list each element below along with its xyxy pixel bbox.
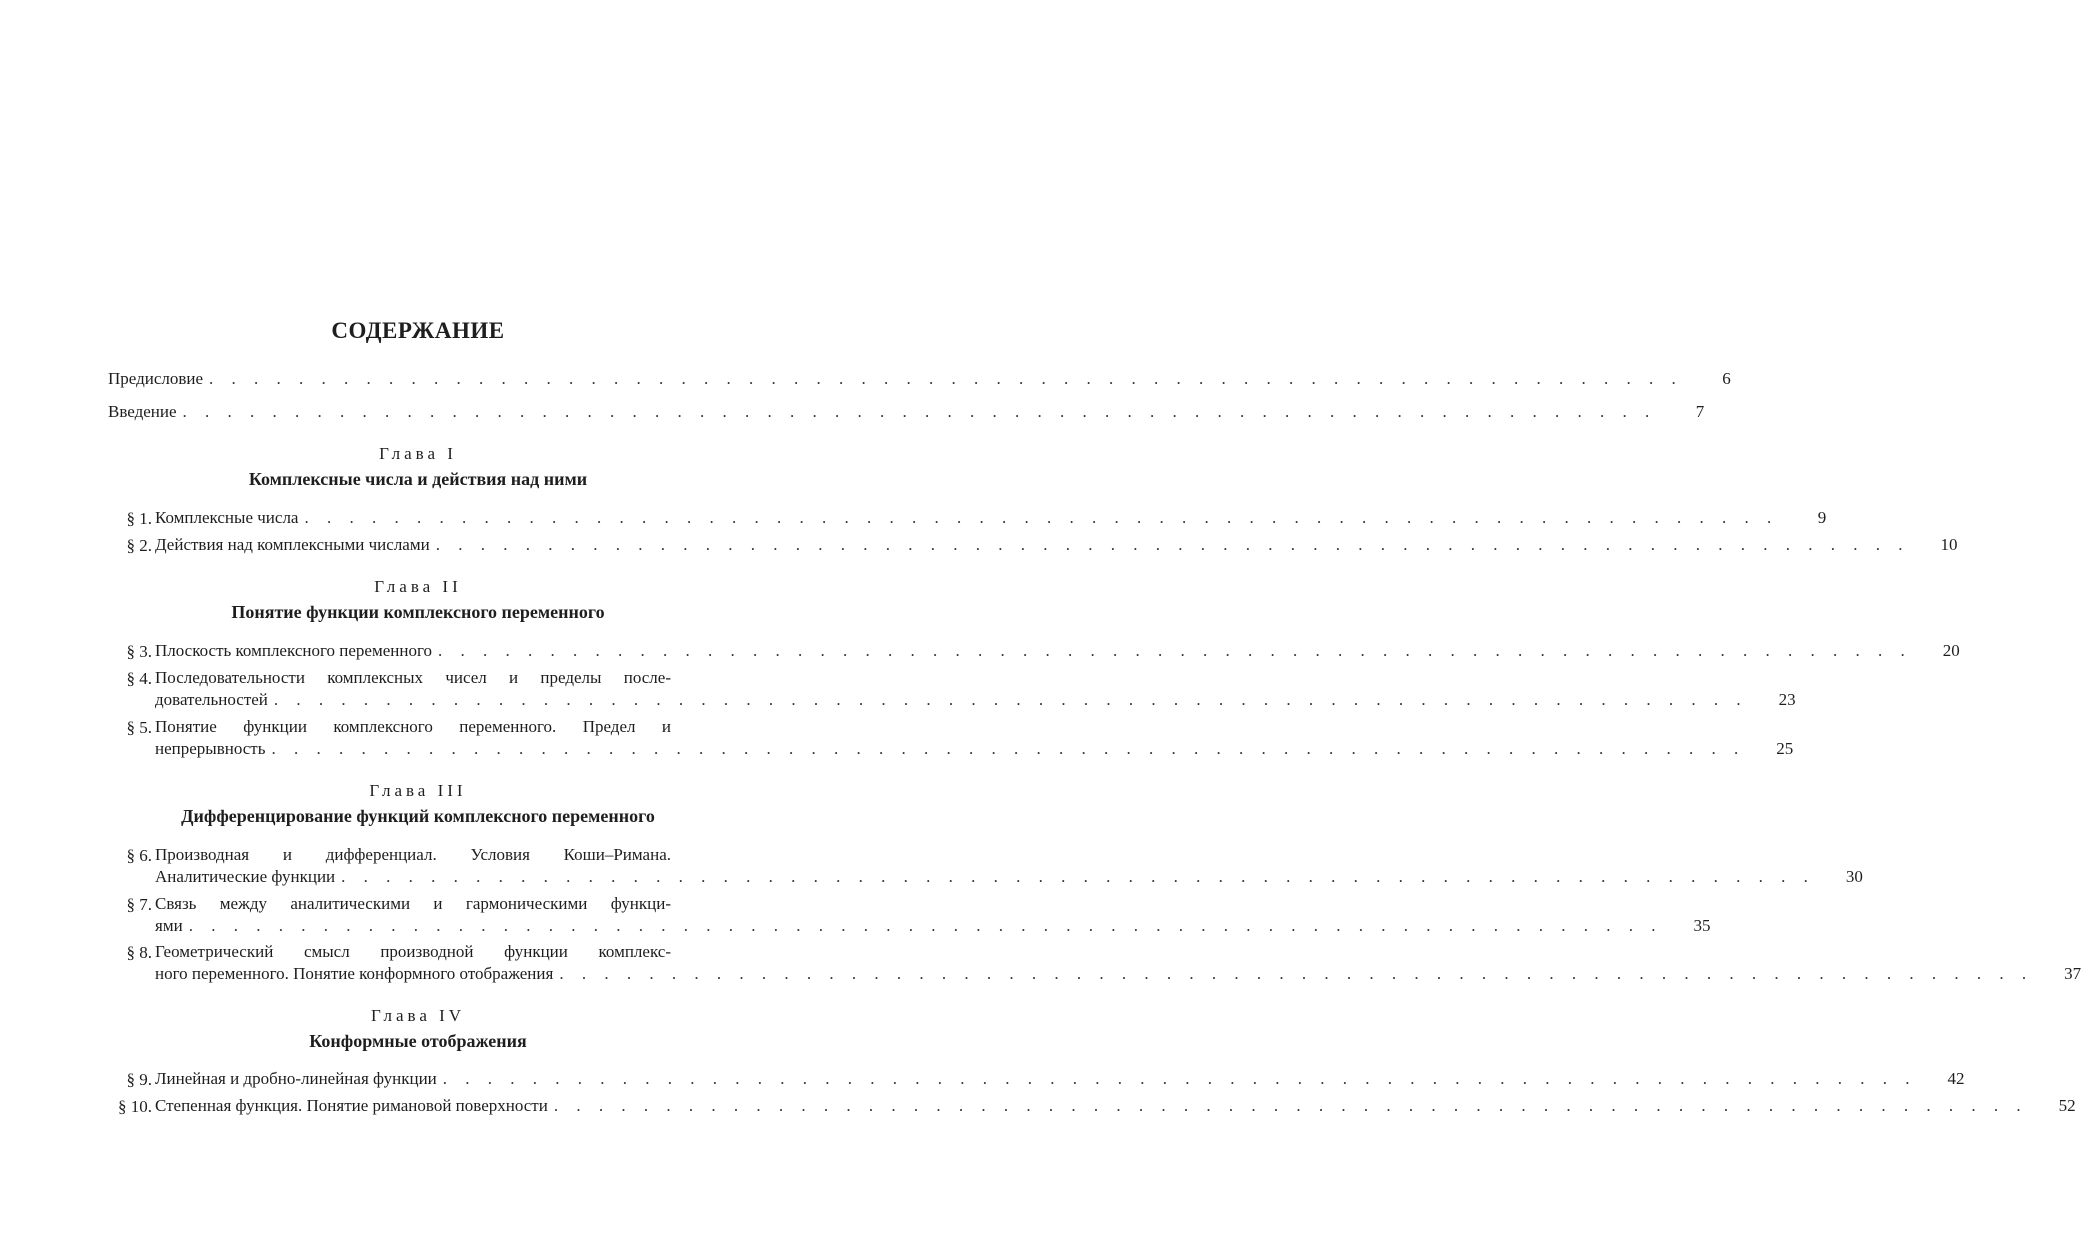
section-num-text: § 6.: [126, 846, 152, 865]
page-number: 9: [1817, 508, 1827, 527]
leader-line: [155, 963, 2081, 985]
leader-line: [155, 738, 1794, 760]
chapter-title: Комплексные числа и действия над ними: [248, 469, 588, 489]
leader-line: [155, 689, 1796, 711]
section-num-text: § 9.: [126, 1070, 152, 1089]
section-entry-text: ями: [155, 916, 183, 935]
page-number: 23: [1778, 690, 1796, 709]
dot-leader: . . . . . . . . . . . . . . . . . . . . . . . . . . . . . . . . . . . . . . . . . . . . . . . . . . . . . . . . . . . . . . . . . .: [438, 641, 1912, 660]
section-entry-text: Действия над комплексными числами: [155, 535, 430, 554]
leader-line: [155, 534, 1958, 556]
page-number: 7: [1695, 402, 1705, 421]
chapter-label: Глава III: [369, 781, 467, 800]
section-entry-first-line: Геометрический смысл производной функции комплекс-: [155, 942, 671, 961]
section-num-text: § 10.: [118, 1097, 152, 1116]
section-entry-line: [155, 640, 1960, 662]
section-entry-text: Комплексные числа: [155, 508, 299, 527]
dot-leader: . . . . . . . . . . . . . . . . . . . . . . . . . . . . . . . . . . . . . . . . . . . . . . . . . . . . . . . . . . . . . . . . . .: [271, 739, 1746, 758]
section-entry-line: [155, 1068, 1965, 1090]
front-entry-line: [108, 368, 1731, 390]
dot-leader: . . . . . . . . . . . . . . . . . . . . . . . . . . . . . . . . . . . . . . . . . . . . . . . . . . . . . . . . . . . . . . . . . .: [182, 402, 1657, 421]
leader-line: [155, 507, 1827, 529]
dot-leader: . . . . . . . . . . . . . . . . . . . . . . . . . . . . . . . . . . . . . . . . . . . . . . . . . . . . . . . . . . . . . . . . . .: [209, 369, 1683, 388]
leader-line: [108, 401, 1705, 423]
leader-line: [108, 368, 1731, 390]
dot-leader: . . . . . . . . . . . . . . . . . . . . . . . . . . . . . . . . . . . . . . . . . . . . . . . . . . . . . . . . . . . . . . . . . .: [559, 964, 2034, 983]
section-num-text: § 5.: [126, 718, 152, 737]
section-entry-text: ного переменного. Понятие конформного отображения: [155, 964, 554, 983]
leader-line: [155, 1068, 1965, 1090]
dot-leader: . . . . . . . . . . . . . . . . . . . . . . . . . . . . . . . . . . . . . . . . . . . . . . . . . . . . . . . . . . . . . . . . . .: [273, 690, 1748, 709]
section-entry-line: [155, 1095, 2076, 1117]
section-entry-line: [155, 738, 1794, 760]
chapter-label: Глава I: [379, 444, 457, 463]
section-entry-line: [155, 507, 1827, 529]
front-entry-line: [108, 401, 1705, 423]
leader-line: [155, 1095, 2076, 1117]
section-entry-line: [155, 915, 1711, 937]
page-title: СОДЕРЖАНИЕ: [331, 318, 505, 343]
section-num-text: § 3.: [126, 642, 152, 661]
chapter-title: Дифференцирование функций комплексного переменного: [181, 806, 655, 826]
page-number: 37: [2064, 964, 2081, 983]
section-entry-first-line: Связь между аналитическими и гармоническими функци-: [155, 894, 671, 913]
section-entry-text: Линейная и дробно-линейная функции: [155, 1069, 437, 1088]
page-number: 35: [1693, 916, 1711, 935]
page-number: 6: [1722, 369, 1731, 388]
section-entry-text: Степенная функция. Понятие римановой поверхности: [155, 1096, 548, 1115]
dot-leader: . . . . . . . . . . . . . . . . . . . . . . . . . . . . . . . . . . . . . . . . . . . . . . . . . . . . . . . . . . . . . . . . . .: [304, 508, 1779, 527]
section-entry-first-line: Понятие функции комплексного переменного. Предел и: [155, 717, 671, 736]
section-num-text: § 8.: [126, 943, 152, 962]
section-num-text: § 4.: [126, 669, 152, 688]
page-number: 20: [1942, 641, 1960, 660]
page-number: 25: [1776, 739, 1794, 758]
section-entry-line: [155, 866, 1863, 888]
dot-leader: . . . . . . . . . . . . . . . . . . . . . . . . . . . . . . . . . . . . . . . . . . . . . . . . . . . . . . . . . . . . . . . . . .: [435, 535, 1910, 554]
section-entry-text: Плоскость комплексного переменного: [155, 641, 432, 660]
section-entry-text: непрерывность: [155, 739, 266, 758]
page-number: 10: [1940, 535, 1958, 554]
chapter-label: Глава IV: [370, 1006, 466, 1025]
chapter-label: Глава II: [374, 577, 462, 596]
section-num-text: § 7.: [126, 895, 152, 914]
page-number: 30: [1845, 867, 1863, 886]
front-entry-text: Введение: [108, 402, 177, 421]
page-number: 52: [2058, 1096, 2076, 1115]
section-entry-line: [155, 534, 1958, 556]
chapter-title: Понятие функции комплексного переменного: [231, 602, 605, 622]
page-number: 42: [1947, 1069, 1965, 1088]
leader-line: [155, 640, 1960, 662]
dot-leader: . . . . . . . . . . . . . . . . . . . . . . . . . . . . . . . . . . . . . . . . . . . . . . . . . . . . . . . . . . . . . . . . . .: [341, 867, 1815, 886]
section-entry-line: [155, 689, 1796, 711]
section-entry-text: Аналитические функции: [155, 867, 336, 886]
leader-line: [155, 866, 1863, 888]
section-entry-text: довательностей: [155, 690, 268, 709]
leader-line: [155, 915, 1711, 937]
section-entry-line: [155, 963, 2081, 985]
section-entry-first-line: Последовательности комплексных чисел и пределы после-: [155, 668, 671, 687]
front-entry-text: Предисловие: [108, 369, 204, 388]
section-entry-first-line: Производная и дифференциал. Условия Коши–Римана.: [155, 845, 671, 864]
section-num-text: § 1.: [126, 509, 152, 528]
chapter-title: Конформные отображения: [309, 1031, 527, 1051]
section-num-text: § 2.: [126, 536, 152, 555]
dot-leader: . . . . . . . . . . . . . . . . . . . . . . . . . . . . . . . . . . . . . . . . . . . . . . . . . . . . . . . . . . . . . . . . . .: [442, 1069, 1917, 1088]
dot-leader: . . . . . . . . . . . . . . . . . . . . . . . . . . . . . . . . . . . . . . . . . . . . . . . . . . . . . . . . . . . . . . . . . .: [553, 1096, 2028, 1115]
dot-leader: . . . . . . . . . . . . . . . . . . . . . . . . . . . . . . . . . . . . . . . . . . . . . . . . . . . . . . . . . . . . . . . . . .: [188, 916, 1663, 935]
